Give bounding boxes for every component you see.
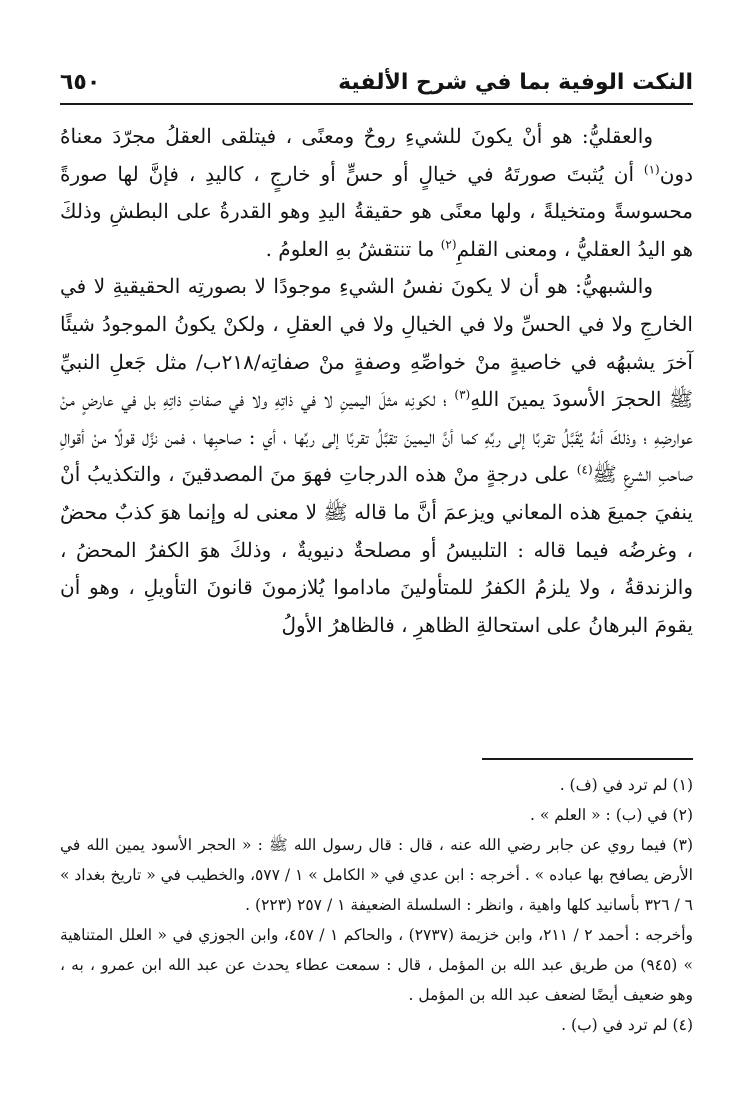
footnote: (١) لم ترد في (ف) . [559,776,693,794]
footnote-ref: (٣) [454,387,471,402]
footnote-ref: (٤) [576,462,593,477]
paragraph-text: : هو أنْ يكونَ للشيءِ روحٌ ومعنًى ، فيتلقى العقلُ مجرّدَ معناهُ دون [60,124,693,186]
footnote: وأخرجه : أحمد ٢ / ٢١١، وابن خزيمة (٢٧٣٧) ، والحاكم ١ / ٤٥٧، وابن الجوزي في « العلل المتناهية » (٩٤٥) من طريق عبد الله بن المؤمل ، قال : سمعت عطاء يحدث عن عبد الله ابن عمرو ، به ، وهو ضعيف أيضًا لضعف عبد الله بن المؤمل . [60,926,694,1004]
paragraph-text: على درجةٍ منْ هذه الدرجاتِ فهوَ منَ المصدقينَ ، والتكذيبُ أنْ ينفيَ جميعَ هذه المعاني ويزعمَ أنَّ ما قاله ﷺ لا معنى له وإنما هوَ كذبٌ محضٌ ، وغرضُه فيما قاله : التلبيسُ أو مصلحةٌ دنيويةٌ ، وذلكَ هوَ الكفرُ المحضُ ، والزندقةُ ، ولا يلزمُ الكفرُ للمتأولينَ ماداموا يُلازمونَ قانونَ التأويلِ ، وهو أن يقومَ البرهانُ على استحالةِ الظاهرِ ، فالظاهرُ الأولُ [60,462,693,637]
term: والشبهيُّ [581,274,653,299]
main-text [60,118,693,644]
book-title: النكت الوفية بما في شرح الألفية [338,69,693,95]
paragraph-text: ما تنتقشُ بهِ العلومُ . [265,236,441,261]
footnote-ref: (٢) [440,237,457,252]
paragraph-text: أن يُثبتَ صورتَهُ في خيالٍ أو حسٍّ أو خارجٍ ، كاليدِ ، فإنَّ لها صورةً محسوسةً ومتخيلةً ، ولها معنًى هو حقيقةُ اليدِ وهو القدرةُ على البطشِ وذلكَ هو اليدُ العقليُّ ، ومعنى القلمِ [60,161,693,261]
footnote: (٤) لم ترد في (ب) . [561,1016,693,1034]
page-number: ٦٥٠ [60,69,101,95]
paragraph [60,268,693,644]
term: والعقليُّ [588,124,653,148]
paragraph-text: : هو أن لا يكونَ نفسُ الشيءِ موجودًا لا بصورتِه الحقيقيةِ لا في الخارجِ ولا في الحسِّ ولا في الخيالِ ولا في العقلِ ، ولكنْ يكونُ الموجودُ شيئًا آخرَ يشبهُه في خاصيةٍ منْ خواصِّهِ وصفةٍ منْ صفاتِه/٢١٨ب/ مثل جَعلِ النبيِّ ﷺ الحجرَ الأسودَ يمينَ اللهِ [60,274,693,412]
footnote-ref: (١) [643,161,660,176]
footnote: (٣) فيما روي عن جابر رضي الله عنه ، قال : قال رسول الله ﷺ : « الحجر الأسود يمين الله في الأرض يصافح بها عباده » . أخرجه : ابن عدي في « الكامل » ١ / ٥٧٧، والخطيب في « تاريخ بغداد » ٦ / ٣٢٦ بأسانيد كلها واهية ، وانظر : السلسلة الضعيفة ١ / ٢٥٧ (٢٢٣) . [59,836,693,914]
footnote-separator [482,758,693,760]
paragraph [60,118,693,268]
paragraph-text: ؛ لكونِه مثلَ اليمينِ لا في ذاتِهِ ولا في صفاتِ ذاتِهِ بل في عارضٍ منْ عوارضِهِ ؛ وذلكَ أنهُ يُقَبَّلُ تقربًا إلى ربِّهِ كما أنَّ اليمينَ تقبَّلُ تقربًا إلى ربِّها ، أي : صاحبِها ، فمن نزَّل قولًا منْ أقوالِ صاحبِ الشرعِ ﷺ [60,387,693,487]
running-header [60,62,693,102]
footnotes [60,770,693,1040]
footnote: (٢) في (ب) : « العلم » . [529,806,693,824]
header-rule [60,103,693,105]
